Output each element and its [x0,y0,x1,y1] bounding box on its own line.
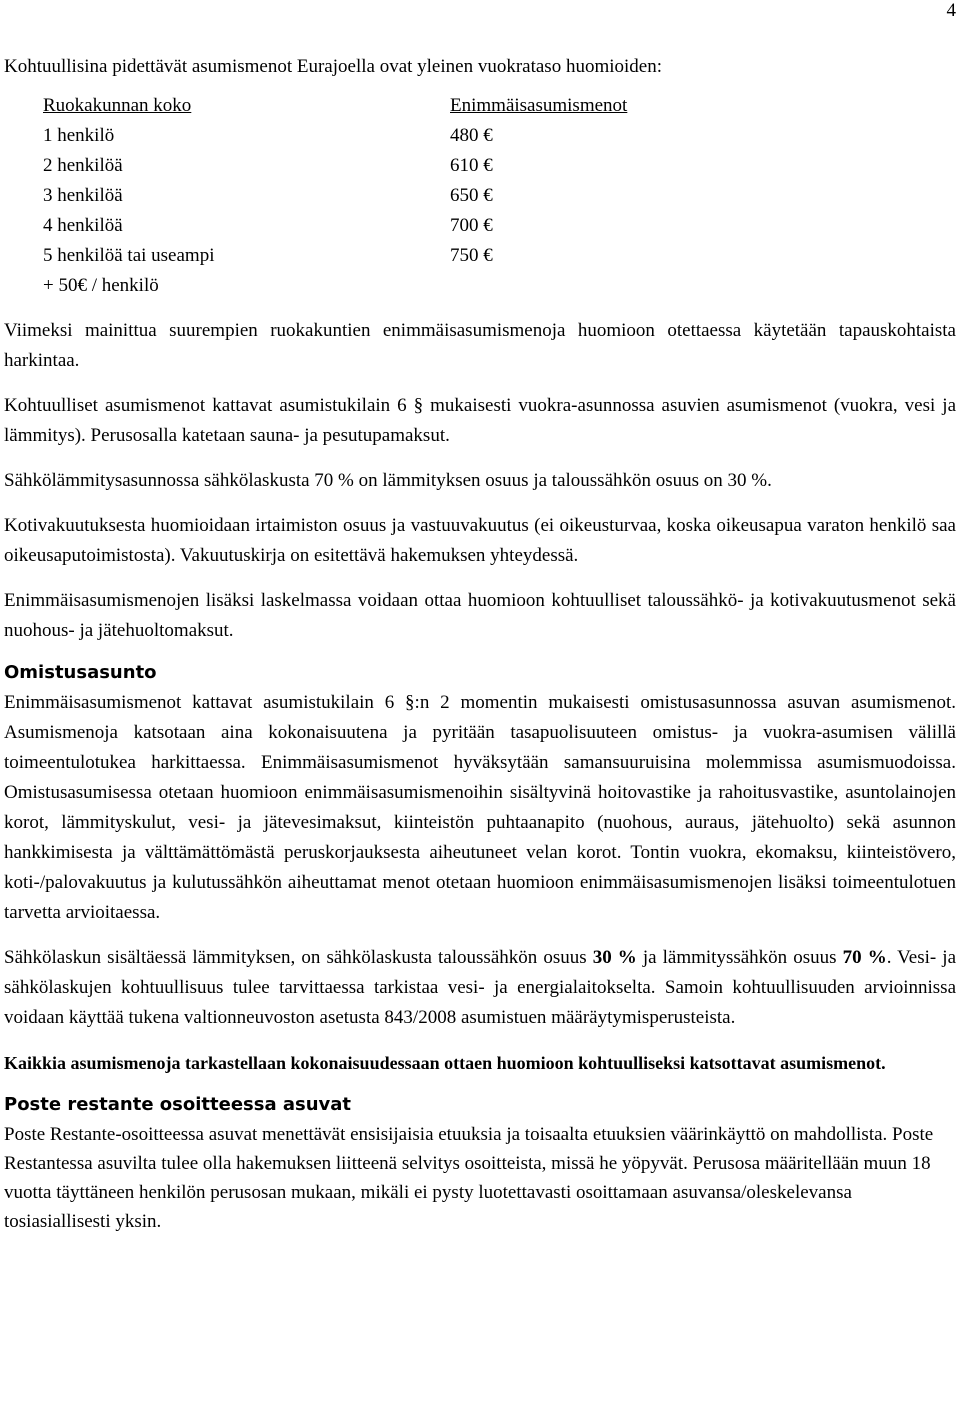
household-size: 1 henkilö [43,125,115,146]
bold-value: 30 % [592,947,637,968]
max-cost: 700 € [450,215,493,236]
paragraph-additional-costs: Enimmäisasumismenojen lisäksi laskelmassa voidaan ottaa huomioon kohtuulliset taloussähkö- ja kotivakuutusmenot sekä nuohous- ja jätehuoltomaksut. [4,590,956,641]
section-heading-owner-occupied: Omistusasunto [4,662,157,683]
text-segment: ja lämmityssähkön osuus [636,947,843,968]
household-size: 4 henkilöä [43,215,123,236]
table-row [4,151,956,181]
text-segment: . Vesi- ja sähkölaskujen kohtuullisuus tulee tarvittaessa tarkistaa vesi- ja energialaitokselta. Samoin kohtuullisuuden arvioinnissa voidaan käyttää tukena valtionneuvoston asetusta 843/2008 asumistuen määräytymisperusteista. [4,947,957,1028]
max-cost: 610 € [450,155,493,176]
paragraph-reasonable-costs: Kohtuulliset asumismenot kattavat asumistukilain 6 § mukaisesti vuokra-asunnossa asuvien asumismenot (vuokra, vesi ja lämmitys). Perusosalla katetaan sauna- ja pesutupamaksut. [4,395,956,446]
bold-value: 70 % [842,947,887,968]
section-heading-poste-restante: Poste restante osoitteessa asuvat [4,1094,352,1115]
max-cost: 480 € [450,125,493,146]
household-size: + 50€ / henkilö [43,275,159,296]
paragraph-owner-occupied: Enimmäisasumismenot kattavat asumistukilain 6 §:n 2 momentin mukaisesti omistusasunnossa asuvan asumismenot. Asumismenoja katsotaan aina kokonaisuutena ja pyritään tasapuolisuuteen omistus- ja vuokra-asumisen välillä toimeentulotukea harkittaessa. Enimmäisasumismenot hyväksytään samansuuruisina molemmissa asumismuodoissa. Omistusasumisessa otetaan huomioon enimmäisasumismenoihin sisältyvinä hoitovastike ja rahoitusvastike, asuntolainojen korot, lämmityskulut, vesi- ja jätevesimaksut, kiinteistön puhtaanapito (nuohous, auraus, jätehuolto) sekä asunnon hankkimisesta ja välttämättömästä peruskorjauksesta aiheutuneet velan korot. Tontin vuokra, ekomaksu, kiinteistövero, koti-/palovakuutus ja kulutussähkön aiheuttamat menot otetaan huomioon enimmäisasumismenojen lisäksi toimeentulotuen tarvetta arvioitaessa. [4,692,956,923]
paragraph-electricity-share [4,943,956,1033]
table-row [4,271,956,301]
housing-cost-table [4,91,956,301]
max-cost: 650 € [450,185,493,206]
page-number: 4 [946,0,956,21]
household-size: 2 henkilöä [43,155,123,176]
table-row [4,211,956,241]
header-max-costs: Enimmäisasumismenot [450,95,628,116]
paragraph-poste-restante: Poste Restante-osoitteessa asuvat menettävät ensisijaisia etuuksia ja toisaalta etuuksien väärinkäyttö on mahdollista. Poste Restantessa asuvilta tulee olla hakemuksen liitteenä selvitys osoitteista, missä he yöpyvät. Perusosa määritellään muun 18 vuotta täyttäneen henkilön perusosan mukaan, mikäli ei pysty luotettavasti osoittamaan asuvansa/oleskelevansa tosiasiallisesti yksin. [4,1124,934,1232]
paragraph-overall-assessment: Kaikkia asumismenoja tarkastellaan kokonaisuudessaan ottaen huomioon kohtuulliseksi katsottavat asumismenot. [4,1053,886,1073]
household-size: 5 henkilöä tai useampi [43,245,215,266]
table-header-row [4,91,956,121]
household-size: 3 henkilöä [43,185,123,206]
header-household-size: Ruokakunnan koko [43,95,192,116]
text-segment: Sähkölaskun sisältäessä lämmityksen, on sähkölaskusta taloussähkön osuus [4,947,593,968]
max-cost: 750 € [450,245,493,266]
paragraph-electric-heating: Sähkölämmitysasunnossa sähkölaskusta 70 % on lämmityksen osuus ja taloussähkön osuus on 30 %. [4,470,772,491]
paragraph-discretion: Viimeksi mainittua suurempien ruokakuntien enimmäisasumismenoja huomioon otettaessa käytetään tapauskohtaista harkintaa. [4,320,956,371]
document-body [4,52,956,1236]
paragraph-home-insurance: Kotivakuutuksesta huomioidaan irtaimiston osuus ja vastuuvakuutus (ei oikeusturvaa, koska oikeusapua varaton henkilö saa oikeusaputoimistosta). Vakuutuskirja on esitettävä hakemuksen yhteydessä. [4,515,956,566]
table-row [4,241,956,271]
intro-paragraph: Kohtuullisina pidettävät asumismenot Eurajoella ovat yleinen vuokrataso huomioiden: [4,56,662,77]
table-row [4,121,956,151]
table-row [4,181,956,211]
